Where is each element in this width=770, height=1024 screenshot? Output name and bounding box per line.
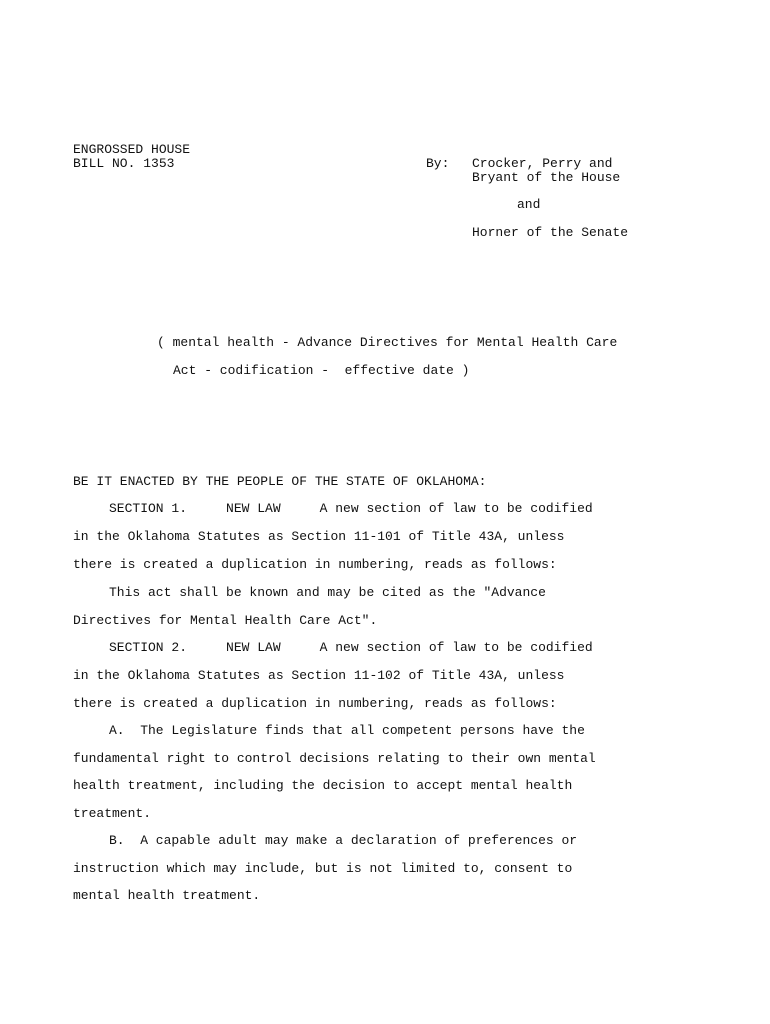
section-1-line3: there is created a duplication in numbering, reads as follows: — [73, 557, 557, 572]
enacting-clause: BE IT ENACTED BY THE PEOPLE OF THE STATE OF OKLAHOMA: — [73, 474, 487, 489]
section-1-text-line1: This act shall be known and may be cited as the "Advance — [109, 585, 546, 600]
bill-title-line1: ( mental health - Advance Directives for Mental Health Care — [157, 335, 618, 350]
section-1-heading: SECTION 1. NEW LAW A new section of law to be codified — [109, 501, 593, 516]
section-1-line2: in the Oklahoma Statutes as Section 11-101 of Title 43A, unless — [73, 529, 565, 544]
bill-label-line1: ENGROSSED HOUSE — [73, 142, 191, 157]
senate-author: Horner of the Senate — [472, 225, 629, 240]
section-1-text-line2: Directives for Mental Health Care Act". — [73, 613, 378, 628]
and-word: and — [517, 197, 541, 212]
paragraph-b-line3: mental health treatment. — [73, 888, 261, 903]
paragraph-b-line2: instruction which may include, but is not limited to, consent to — [73, 861, 573, 876]
paragraph-a-line1: A. The Legislature finds that all competent persons have the — [109, 723, 585, 738]
paragraph-a-line3: health treatment, including the decision to accept mental health — [73, 778, 573, 793]
section-2-line3: there is created a duplication in numbering, reads as follows: — [73, 696, 557, 711]
bill-title-line2: Act - codification - effective date ) — [173, 363, 470, 378]
paragraph-a-line2: fundamental right to control decisions relating to their own mental — [73, 751, 596, 766]
bill-number: BILL NO. 1353 — [73, 156, 175, 171]
section-2-line2: in the Oklahoma Statutes as Section 11-102 of Title 43A, unless — [73, 668, 565, 683]
section-2-heading: SECTION 2. NEW LAW A new section of law to be codified — [109, 640, 593, 655]
by-label: By: — [426, 156, 450, 171]
paragraph-b-line1: B. A capable adult may make a declaration of preferences or — [109, 833, 578, 848]
house-authors-line2: Bryant of the House — [472, 170, 621, 185]
paragraph-a-line4: treatment. — [73, 806, 152, 821]
house-authors-line1: Crocker, Perry and — [472, 156, 613, 171]
